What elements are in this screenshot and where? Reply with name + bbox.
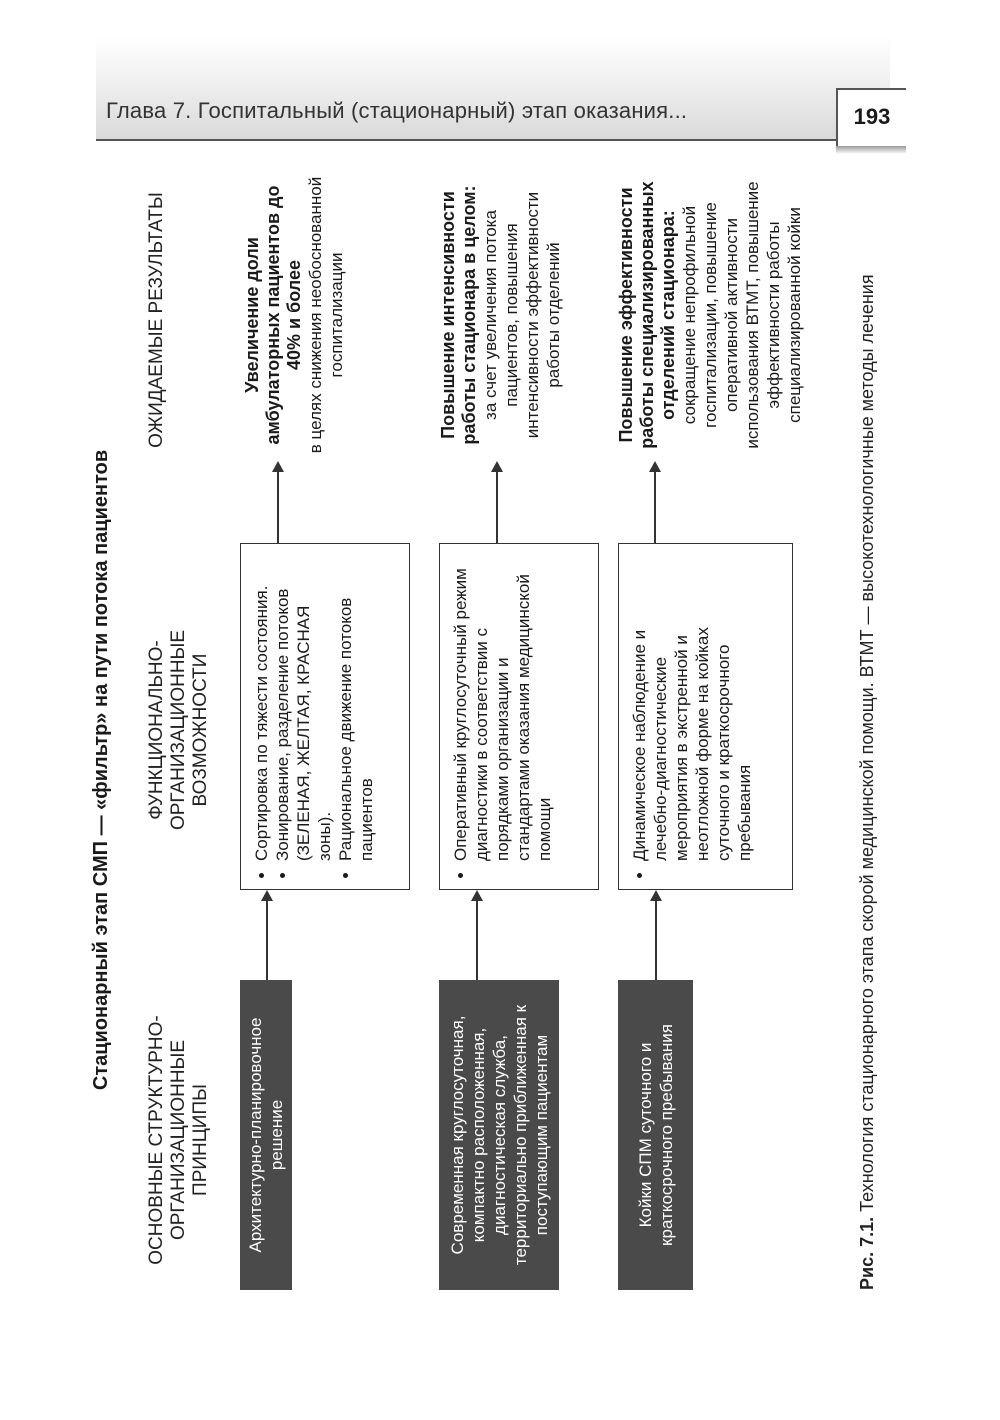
result-2-bold: Повышение интенсивности работы стационара в целом: <box>438 185 479 445</box>
figure-caption <box>856 170 878 1290</box>
capability-box-2 <box>439 543 599 890</box>
chapter-title: Глава 7. Госпитальный (стационарный) этап оказания... <box>106 98 688 123</box>
capability-item: • Динамическое наблюдение и лечебно-диагностические мероприятия в экстренной и неотложной форме на койках суточного и краткосрочного пребывания <box>629 554 755 861</box>
arrow-2b <box>496 463 498 543</box>
arrow-1a <box>266 892 268 980</box>
result-3-bold: Повышение эффективности работы специализированных отделений стационара: <box>616 181 678 449</box>
principle-box-3: Койки СПМ суточного и краткосрочного пребывания <box>618 980 693 1290</box>
diagram-title: Стационарный этап СМП — «фильтр» на пути потока пациентов <box>90 449 112 1091</box>
caption-label: Рис. 7.1. <box>857 1216 877 1290</box>
result-3-text: сокращение непрофильной госпитализации, повышение оперативной активности использования ВТМТ, повышение эффективности работы специализированной койки <box>680 181 804 449</box>
capability-item: • Зонирование, разделение потоков (ЗЕЛЕНАЯ, ЖЕЛТАЯ, КРАСНАЯ зоны). <box>272 554 335 861</box>
principle-box-2: Современная круглосуточная, компактно расположенная, диагностическая служба, территориально приближенная к поступающим пациентам <box>439 980 559 1290</box>
arrow-1b <box>277 463 279 543</box>
capability-item: • Сортировка по тяжести состояния. <box>251 554 272 861</box>
result-2-text: за счет увеличения потока пациентов, повышения интенсивности эффективности работы отделений <box>481 191 563 439</box>
column-head-principles: ОСНОВНЫЕ СТРУКТУРНО-ОРГАНИЗАЦИОННЫЕ ПРИНЦИПЫ <box>146 1015 211 1265</box>
result-1-text: в целях снижения необоснованной госпитализации <box>306 176 346 454</box>
arrow-2a <box>476 892 478 980</box>
caption-text: Технология стационарного этапа скорой медицинской помощи. ВТМТ — высокотехнологичные методы лечения <box>857 274 877 1212</box>
arrow-3b <box>654 463 656 543</box>
column-head-results: ОЖИДАЕМЫЕ РЕЗУЛЬТАТЫ <box>146 192 167 448</box>
capability-box-1 <box>240 543 410 890</box>
page-number: 193 <box>836 88 906 148</box>
result-3 <box>616 170 805 460</box>
capability-item: • Рациональное движение потоков пациентов <box>335 554 377 861</box>
capability-box-3 <box>618 543 793 890</box>
result-1-bold: Увеличение доли амбулаторных пациентов до 40% и более <box>242 185 304 445</box>
column-head-capabilities: ФУНКЦИОНАЛЬНО-ОРГАНИЗАЦИОННЫЕ ВОЗМОЖНОСТИ <box>146 629 211 831</box>
result-1 <box>242 170 347 460</box>
principle-box-1: Архитектурно-планировочное решение <box>240 980 292 1290</box>
arrow-3a <box>655 892 657 980</box>
capability-item: • Оперативный круглосуточный режим диагностики в соответствии с порядками организации и стандартами оказания медицинской помощи <box>450 554 555 861</box>
figure-rotated <box>60 120 900 1340</box>
result-2 <box>438 170 564 460</box>
